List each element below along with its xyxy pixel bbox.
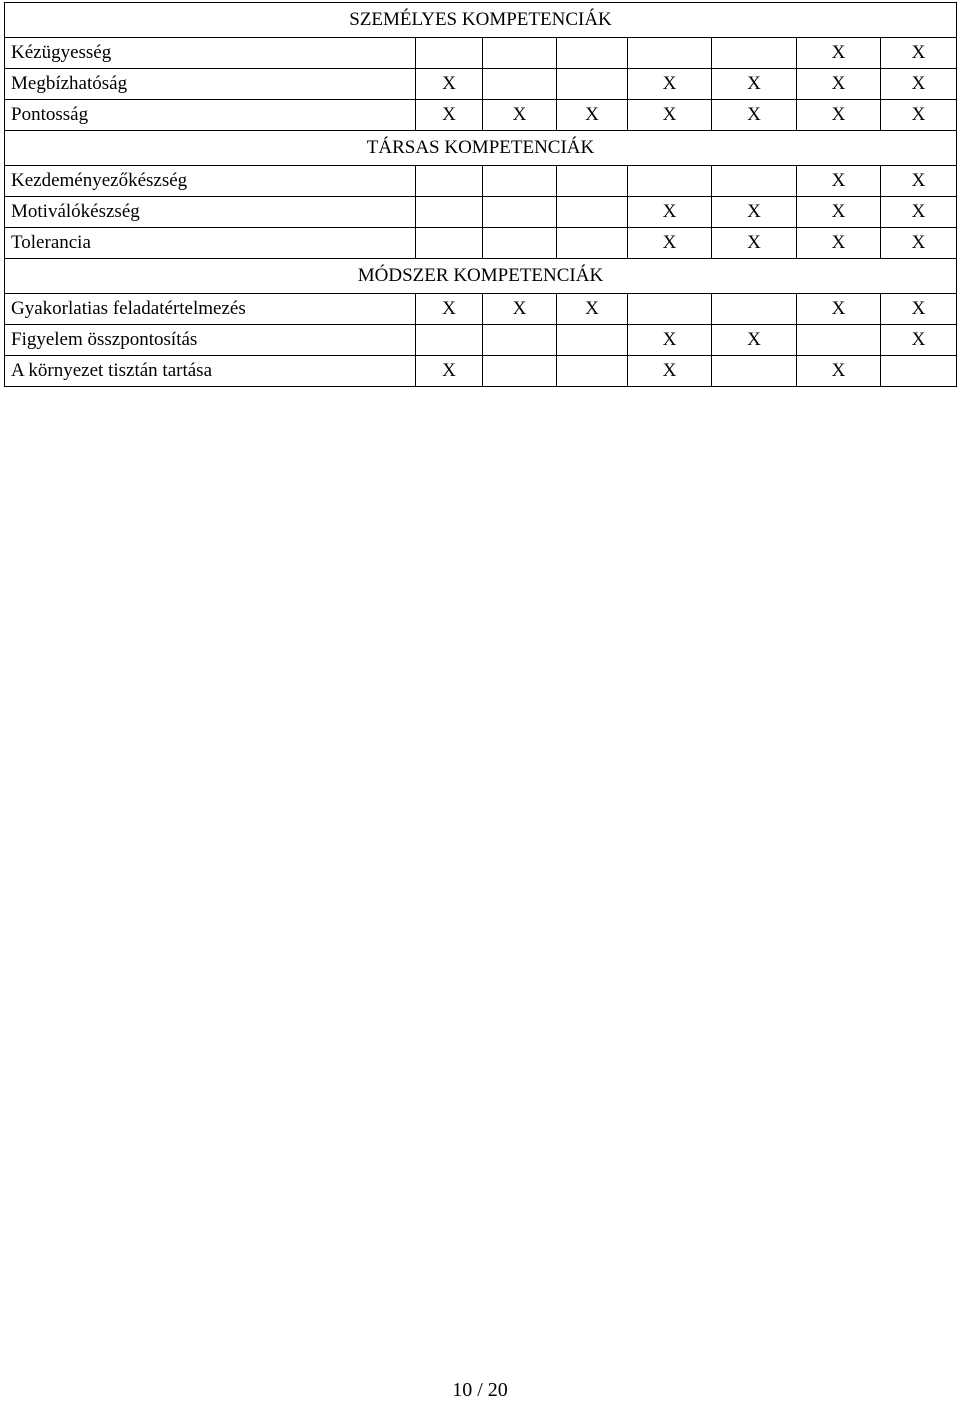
mark-cell: X xyxy=(797,166,881,197)
competency-label: Kezdeményezőkészség xyxy=(5,166,416,197)
mark-cell: X xyxy=(797,100,881,131)
competency-label: Gyakorlatias feladatértelmezés xyxy=(5,294,416,325)
mark-cell: X xyxy=(881,38,957,69)
mark-cell xyxy=(628,294,712,325)
mark-cell xyxy=(881,356,957,387)
section-header-row xyxy=(5,131,957,166)
mark-cell: X xyxy=(628,69,712,100)
mark-cell: X xyxy=(881,100,957,131)
mark-cell xyxy=(797,325,881,356)
competency-label: A környezet tisztán tartása xyxy=(5,356,416,387)
mark-cell: X xyxy=(881,325,957,356)
mark-cell: X xyxy=(797,294,881,325)
mark-cell: X xyxy=(881,228,957,259)
mark-cell: X xyxy=(881,294,957,325)
mark-cell: X xyxy=(797,38,881,69)
mark-cell: X xyxy=(416,356,483,387)
mark-cell: X xyxy=(557,294,628,325)
section-title: TÁRSAS KOMPETENCIÁK xyxy=(5,131,957,166)
mark-cell: X xyxy=(797,69,881,100)
mark-cell xyxy=(483,228,557,259)
mark-cell xyxy=(557,228,628,259)
competency-table-body xyxy=(5,3,957,387)
mark-cell: X xyxy=(416,69,483,100)
mark-cell: X xyxy=(628,228,712,259)
mark-cell xyxy=(712,356,797,387)
page-number: 10 / 20 xyxy=(452,1379,508,1401)
mark-cell: X xyxy=(797,197,881,228)
mark-cell: X xyxy=(628,356,712,387)
mark-cell xyxy=(557,356,628,387)
mark-cell xyxy=(557,325,628,356)
mark-cell: X xyxy=(628,325,712,356)
mark-cell: X xyxy=(712,325,797,356)
competency-table xyxy=(4,2,957,387)
mark-cell xyxy=(416,325,483,356)
mark-cell xyxy=(557,38,628,69)
mark-cell: X xyxy=(416,294,483,325)
mark-cell: X xyxy=(712,197,797,228)
mark-cell xyxy=(483,166,557,197)
mark-cell xyxy=(712,38,797,69)
competency-label: Figyelem összpontosítás xyxy=(5,325,416,356)
mark-cell: X xyxy=(797,228,881,259)
mark-cell xyxy=(712,166,797,197)
mark-cell: X xyxy=(712,100,797,131)
competency-label: Tolerancia xyxy=(5,228,416,259)
table-row xyxy=(5,356,957,387)
section-title: SZEMÉLYES KOMPETENCIÁK xyxy=(5,3,957,38)
mark-cell: X xyxy=(483,100,557,131)
mark-cell: X xyxy=(416,100,483,131)
section-title: MÓDSZER KOMPETENCIÁK xyxy=(5,259,957,294)
mark-cell xyxy=(416,38,483,69)
section-header-row xyxy=(5,259,957,294)
table-row xyxy=(5,38,957,69)
section-header-row xyxy=(5,3,957,38)
mark-cell xyxy=(557,197,628,228)
mark-cell xyxy=(483,38,557,69)
mark-cell xyxy=(557,69,628,100)
table-row xyxy=(5,166,957,197)
mark-cell xyxy=(483,356,557,387)
mark-cell: X xyxy=(483,294,557,325)
mark-cell: X xyxy=(881,197,957,228)
competency-label: Motiválókészség xyxy=(5,197,416,228)
mark-cell xyxy=(416,166,483,197)
table-row xyxy=(5,228,957,259)
table-row xyxy=(5,294,957,325)
table-row xyxy=(5,69,957,100)
mark-cell: X xyxy=(797,356,881,387)
mark-cell: X xyxy=(881,166,957,197)
mark-cell: X xyxy=(712,69,797,100)
mark-cell: X xyxy=(628,197,712,228)
mark-cell xyxy=(483,325,557,356)
mark-cell xyxy=(557,166,628,197)
table-row xyxy=(5,325,957,356)
table-row xyxy=(5,100,957,131)
mark-cell xyxy=(416,228,483,259)
competency-label: Megbízhatóság xyxy=(5,69,416,100)
competency-label: Kézügyesség xyxy=(5,38,416,69)
mark-cell: X xyxy=(712,228,797,259)
mark-cell xyxy=(483,197,557,228)
mark-cell: X xyxy=(881,69,957,100)
mark-cell: X xyxy=(557,100,628,131)
mark-cell xyxy=(628,166,712,197)
table-row xyxy=(5,197,957,228)
mark-cell xyxy=(416,197,483,228)
mark-cell xyxy=(712,294,797,325)
mark-cell: X xyxy=(628,100,712,131)
mark-cell xyxy=(483,69,557,100)
competency-label: Pontosság xyxy=(5,100,416,131)
mark-cell xyxy=(628,38,712,69)
